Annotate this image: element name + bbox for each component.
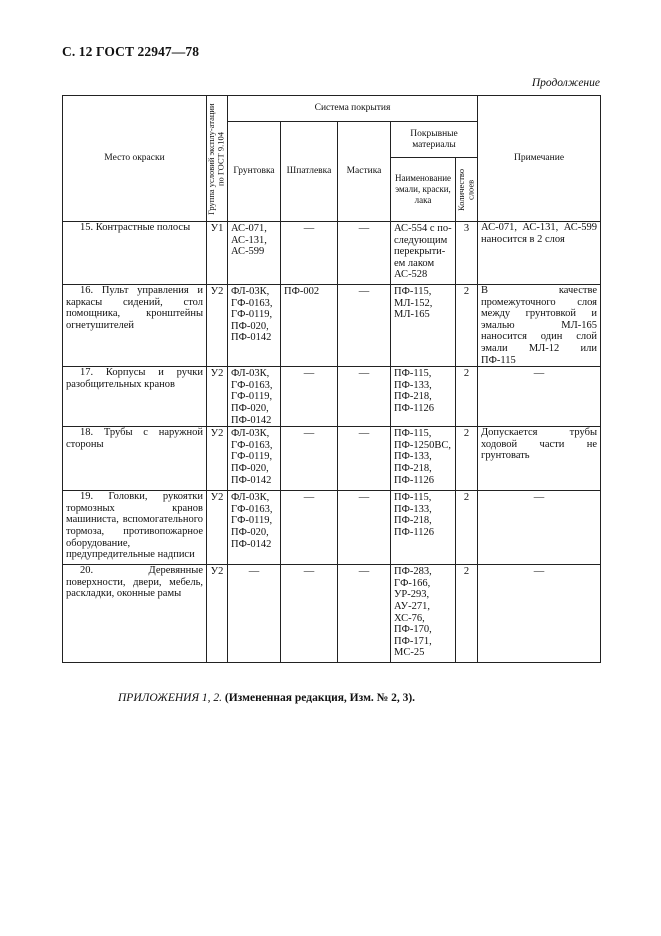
cell-layers	[456, 491, 478, 565]
cell-materials	[391, 565, 456, 663]
col-place: Место окраски	[63, 96, 207, 222]
footnote-edition: (Измененная редакция, Изм. № 2, 3).	[224, 692, 416, 704]
cell-materials-line: ПФ-171,	[394, 635, 432, 647]
cell-mastic-text: —	[358, 428, 370, 440]
col-primer: Грунтовка	[228, 122, 281, 222]
cell-materials-line: ПФ-115,	[394, 286, 432, 297]
cell-group	[207, 367, 228, 427]
cell-place	[63, 427, 207, 491]
cell-mastic	[338, 222, 391, 285]
cell-place	[63, 491, 207, 565]
cell-materials	[391, 427, 456, 491]
cell-putty-text: —	[303, 428, 315, 440]
cell-materials-line: ПФ-218,	[394, 515, 432, 527]
cell-group-text: У2	[210, 368, 224, 380]
cell-materials-line: ПФ-1126	[394, 526, 434, 538]
cell-materials-line: ПФ-1126	[394, 402, 434, 414]
cell-layers	[456, 367, 478, 427]
cell-layers	[456, 427, 478, 491]
cell-place	[63, 565, 207, 663]
cell-putty-text: —	[303, 223, 315, 234]
cell-primer-line: ФЛ-03К,	[231, 428, 270, 440]
table-row	[63, 222, 601, 285]
cell-materials-line: ХС-76,	[394, 612, 425, 624]
cell-mastic	[338, 565, 391, 663]
col-group-label: Группа условий эксплу-атации по ГОСТ 9.104	[206, 102, 226, 215]
cell-materials-line: УР-293,	[394, 589, 430, 601]
cell-materials-line: ПФ-283,	[394, 566, 432, 578]
cell-primer-line: ГФ-0163,	[231, 297, 273, 309]
col-note: Примечание	[478, 96, 601, 222]
cell-materials-line: МЛ-165	[394, 309, 430, 321]
cell-primer-line: АС-599	[231, 246, 265, 258]
cell-putty	[281, 427, 338, 491]
cell-materials-line: МС-25	[394, 647, 425, 659]
cell-note	[478, 367, 601, 427]
page-header: С. 12 ГОСТ 22947—78	[62, 44, 200, 59]
cell-place	[63, 285, 207, 367]
cell-note	[478, 427, 601, 491]
cell-primer	[228, 367, 281, 427]
cell-group	[207, 565, 228, 663]
cell-materials-line: ПФ-115,	[394, 368, 432, 380]
cell-putty	[281, 285, 338, 367]
cell-materials	[391, 367, 456, 427]
cell-note	[478, 491, 601, 565]
cell-primer-line: ФЛ-03К,	[231, 368, 270, 380]
cell-putty	[281, 367, 338, 427]
cell-mastic-text: —	[358, 492, 370, 504]
cell-group-text: У2	[210, 286, 224, 297]
cell-primer-line: ГФ-0119,	[231, 391, 273, 403]
cell-primer-line: ФЛ-03К,	[231, 492, 270, 504]
cell-place-text: 20. Деревянные поверхности, двери, мебель, раскладки, оконные рамы	[66, 565, 203, 600]
cell-primer-text: —	[248, 566, 260, 578]
col-system: Система покрытия	[228, 96, 478, 122]
cell-note	[478, 285, 601, 367]
cell-materials-line: ПФ-218,	[394, 462, 432, 474]
cell-primer-line: ГФ-0163,	[231, 439, 273, 451]
cell-layers	[456, 565, 478, 663]
cell-primer-line: ПФ-0142	[231, 414, 272, 426]
cell-primer	[228, 222, 281, 285]
cell-materials-line: следующим	[394, 234, 448, 246]
cell-primer-line: ПФ-0142	[231, 332, 272, 344]
cell-layers	[456, 222, 478, 285]
cell-primer	[228, 565, 281, 663]
cell-layers-text: 2	[463, 566, 470, 578]
table-row	[63, 491, 601, 565]
continuation-label: Продолжение	[531, 77, 600, 89]
cell-group-text: У2	[210, 428, 224, 440]
cell-materials-line: ГФ-166,	[394, 577, 431, 589]
cell-materials-line: МЛ-152,	[394, 297, 433, 309]
cell-note-text: Допускается трубы ходовой части не грунтовать	[481, 427, 598, 462]
cell-mastic	[338, 427, 391, 491]
cell-materials-line: ПФ-1250ВС,	[394, 439, 452, 451]
cell-primer-line: ГФ-0119,	[231, 515, 273, 527]
footnote-ref: ПРИЛОЖЕНИЯ 1, 2.	[118, 692, 223, 704]
cell-place-text: 15. Контрастные полосы	[80, 222, 191, 233]
cell-note-text: —	[533, 492, 545, 504]
cell-mastic-text: —	[358, 368, 370, 380]
cell-layers	[456, 285, 478, 367]
cell-note-text: —	[533, 368, 545, 380]
cell-materials	[391, 491, 456, 565]
cell-place-text: 17. Корпусы и ручки разобщительных кранов	[66, 367, 203, 390]
cell-primer-line: ПФ-0142	[231, 474, 272, 486]
cell-note	[478, 222, 601, 285]
cell-mastic	[338, 285, 391, 367]
cell-place-text: 16. Пульт управления и каркасы сидений, стол помощника, кронштейны огнетушителей	[66, 285, 203, 331]
table-row	[63, 367, 601, 427]
cell-putty	[281, 565, 338, 663]
cell-materials-line: ПФ-115,	[394, 428, 432, 440]
col-enamel-name: Наименование эмали, краски, лака	[391, 158, 456, 222]
col-putty: Шпатлевка	[281, 122, 338, 222]
cell-primer-line: ПФ-020,	[231, 526, 269, 538]
table-row	[63, 565, 601, 663]
footnote	[118, 692, 415, 704]
cell-primer-line: ФЛ-03К,	[231, 286, 270, 297]
col-coating: Покрывные материалы	[391, 122, 478, 158]
cell-primer-line: ПФ-0142	[231, 538, 272, 550]
cell-putty	[281, 491, 338, 565]
cell-place-text: 19. Головки, рукоятки тормозных кранов машиниста, вспомогательного тормоза, противопожарное оборудование, предупредительные надписи	[66, 491, 203, 561]
cell-note-text: —	[533, 566, 545, 578]
cell-materials-line: ПФ-133,	[394, 503, 432, 515]
cell-layers-text: 3	[463, 223, 470, 234]
cell-materials-line: АС-554 с по-	[394, 223, 452, 234]
cell-mastic-text: —	[358, 566, 370, 578]
cell-putty-text: ПФ-002	[284, 286, 320, 297]
cell-primer-line: ПФ-020,	[231, 320, 269, 332]
cell-layers-text: 2	[463, 286, 470, 297]
cell-place	[63, 222, 207, 285]
cell-materials	[391, 222, 456, 285]
cell-primer-line: ГФ-0163,	[231, 503, 273, 515]
cell-mastic	[338, 491, 391, 565]
cell-primer-line: АС-071,	[231, 223, 267, 234]
coating-table	[62, 95, 601, 663]
cell-primer-line: ГФ-0163,	[231, 379, 273, 391]
cell-mastic	[338, 367, 391, 427]
cell-putty-text: —	[303, 492, 315, 504]
col-mastic: Мастика	[338, 122, 391, 222]
cell-mastic-text: —	[358, 286, 370, 297]
cell-primer	[228, 285, 281, 367]
cell-group-text: У1	[210, 223, 224, 234]
cell-layers-text: 2	[463, 428, 470, 440]
cell-group	[207, 285, 228, 367]
cell-materials-line: ПФ-218,	[394, 391, 432, 403]
cell-materials-line: ПФ-1126	[394, 474, 434, 486]
cell-primer	[228, 491, 281, 565]
cell-place	[63, 367, 207, 427]
cell-place-text: 18. Трубы с наружной стороны	[66, 427, 203, 450]
cell-note	[478, 565, 601, 663]
cell-primer-line: ПФ-020,	[231, 462, 269, 474]
cell-putty-text: —	[303, 566, 315, 578]
cell-note-text: В качестве промежуточного слоя между грунтовкой и эмалью МЛ-165 наносится один слой эмали МЛ-12 или ПФ-115	[481, 285, 598, 366]
cell-putty	[281, 222, 338, 285]
cell-mastic-text: —	[358, 223, 370, 234]
cell-group	[207, 491, 228, 565]
cell-materials-line: ем лаком	[394, 257, 435, 269]
col-layers-label: Количество слоев	[455, 168, 475, 211]
cell-layers-text: 2	[463, 492, 470, 504]
cell-materials-line: АУ-271,	[394, 600, 430, 612]
cell-group-text: У2	[210, 566, 224, 578]
cell-note-text: АС-071, АС-131, АС-599 наносится в 2 слоя	[481, 222, 598, 245]
col-group	[207, 96, 228, 222]
cell-primer-line: АС-131,	[231, 234, 267, 246]
table-row	[63, 285, 601, 367]
cell-group-text: У2	[210, 492, 224, 504]
cell-layers-text: 2	[463, 368, 470, 380]
cell-materials-line: ПФ-133,	[394, 379, 432, 391]
cell-materials-line: ПФ-170,	[394, 624, 432, 636]
table-row	[63, 427, 601, 491]
cell-putty-text: —	[303, 368, 315, 380]
cell-materials-line: АС-528	[394, 269, 428, 281]
cell-materials-line: перекрыти-	[394, 246, 446, 258]
cell-group	[207, 222, 228, 285]
cell-primer-line: ГФ-0119,	[231, 451, 273, 463]
cell-primer	[228, 427, 281, 491]
cell-materials-line: ПФ-115,	[394, 492, 432, 504]
cell-group	[207, 427, 228, 491]
cell-materials	[391, 285, 456, 367]
cell-primer-line: ГФ-0119,	[231, 309, 273, 321]
cell-materials-line: ПФ-133,	[394, 451, 432, 463]
cell-primer-line: ПФ-020,	[231, 402, 269, 414]
col-layers	[456, 158, 478, 222]
